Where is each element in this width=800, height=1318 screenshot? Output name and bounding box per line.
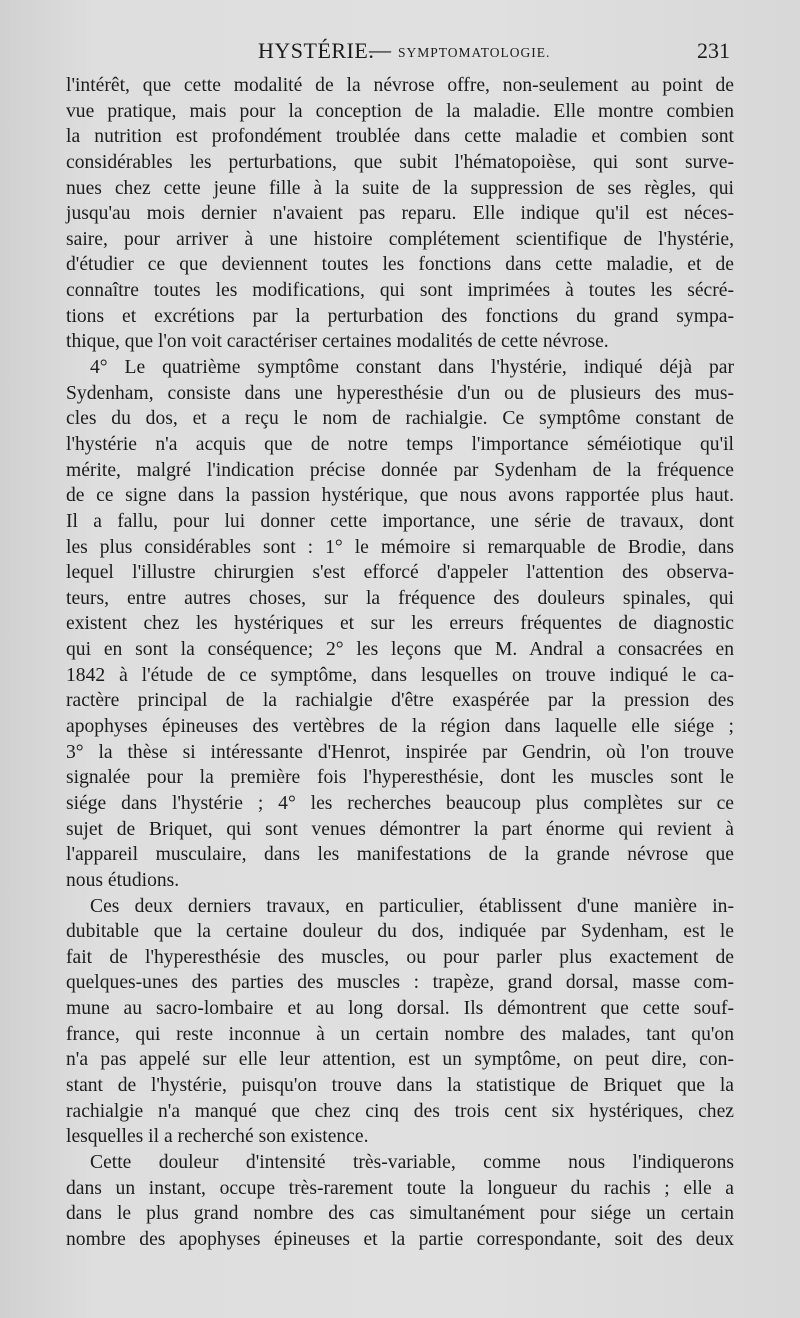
text-line: Il a fallu, pour lui donner cette importance, une série de travaux, dont — [66, 510, 734, 532]
text-line: nombre des apophyses épineuses et la partie correspondante, soit des deux — [66, 1228, 734, 1250]
text-line: vue pratique, mais pour la conception de la maladie. Elle montre combien — [66, 100, 734, 122]
body-text — [66, 73, 734, 1252]
text-line: teurs, entre autres choses, sur la fréquence des douleurs spinales, qui — [66, 587, 734, 609]
text-line: Sydenham, consiste dans une hyperesthésie d'un ou de plusieurs des mus- — [66, 382, 734, 404]
text-line: sujet de Briquet, qui sont venues démontrer la part énorme qui revient à — [66, 818, 734, 840]
text-line: 4° Le quatrième symptôme constant dans l'hystérie, indiqué déjà par — [90, 357, 734, 379]
text-line: Cette douleur d'intensité très-variable, comme nous l'indiquerons — [90, 1151, 734, 1173]
text-line: la nutrition est profondément troublée dans cette maladie et combien sont — [66, 126, 734, 148]
text-line: 3° la thèse si intéressante d'Henrot, inspirée par Gendrin, où l'on trouve — [66, 741, 734, 763]
text-line: l'intérêt, que cette modalité de la névrose offre, non-seulement au point de — [66, 75, 734, 96]
text-line: les plus considérables sont : 1° le mémoire si remarquable de Brodie, dans — [66, 536, 734, 558]
text-line: l'appareil musculaire, dans les manifestations de la grande névrose que — [66, 844, 734, 866]
text-line: fait de l'hyperesthésie des muscles, ou pour parler plus exactement de — [66, 946, 734, 968]
text-line: dans un instant, occupe très-rarement toute la longueur du rachis ; elle a — [66, 1177, 734, 1199]
running-head-title: HYSTÉRIE. — [258, 38, 375, 63]
text-line: dans le plus grand nombre des cas simultanément pour siége un certain — [66, 1203, 734, 1225]
text-line: mune au sacro-lombaire et au long dorsal. Ils démontrent que cette souf- — [66, 998, 734, 1020]
text-line: nous étudions. — [66, 869, 180, 891]
text-line: qui en sont la conséquence; 2° les leçons que M. Andral a consacrées en — [66, 639, 734, 661]
text-line: mérite, malgré l'indication précise donnée par Sydenham de la fréquence — [66, 459, 734, 481]
text-line: considérables les perturbations, que subit l'hématopoièse, qui sont surve- — [66, 151, 734, 173]
running-head-subtitle: SYMPTOMATOLOGIE. — [398, 45, 551, 60]
text-line: saire, pour arriver à une histoire complétement scientifique de l'hystérie, — [66, 228, 734, 250]
text-line: quelques-unes des parties des muscles : trapèze, grand dorsal, masse com- — [66, 972, 734, 994]
text-line: connaître toutes les modifications, qui sont imprimées à toutes les sécré- — [66, 280, 734, 302]
text-line: rachialgie n'a manqué que chez cinq des trois cent six hystériques, chez — [66, 1100, 734, 1122]
text-line: france, qui reste inconnue à un certain nombre des malades, tant qu'on — [66, 1023, 734, 1045]
text-line: tions et excrétions par la perturbation des fonctions du grand sympa- — [66, 305, 734, 327]
text-line: existent chez les hystériques et sur les erreurs fréquentes de diagnostic — [66, 613, 734, 635]
running-head — [0, 34, 800, 68]
text-line: lequel l'illustre chirurgien s'est efforcé d'appeler l'attention des observa- — [66, 562, 734, 584]
text-line: n'a pas appelé sur elle leur attention, est un symptôme, on peut dire, con- — [66, 1049, 734, 1071]
text-line: apophyses épineuses des vertèbres de la région dans laquelle elle siége ; — [66, 716, 734, 738]
text-line: stant de l'hystérie, puisqu'on trouve dans la statistique de Briquet que la — [66, 1074, 734, 1096]
text-line: thique, que l'on voit caractériser certaines modalités de cette névrose. — [66, 331, 609, 353]
text-line: lesquelles il a recherché son existence. — [66, 1126, 369, 1148]
text-line: Ces deux derniers travaux, en particulier, établissent d'une manière in- — [90, 895, 734, 917]
text-line: l'hystérie n'a acquis que de notre temps l'importance séméiotique qu'il — [66, 433, 734, 455]
text-line: ractère principal de la rachialgie d'être exaspérée par la pression des — [66, 690, 734, 712]
text-line: cles du dos, et a reçu le nom de rachialgie. Ce symptôme constant de — [66, 408, 734, 430]
text-line: 1842 à l'étude de ce symptôme, dans lesquelles on trouve indiqué le ca- — [66, 664, 734, 686]
page-number: 231 — [697, 38, 730, 63]
running-head-dash: — — [369, 37, 391, 62]
text-line: jusqu'au mois dernier n'avaient pas reparu. Elle indique qu'il est néces- — [66, 203, 734, 225]
text-line: de ce signe dans la passion hystérique, que nous avons rapportée plus haut. — [66, 485, 734, 507]
text-line: d'étudier ce que deviennent toutes les fonctions dans cette maladie, et de — [66, 254, 734, 276]
text-line: nues chez cette jeune fille à la suite de la suppression de ses règles, qui — [66, 177, 734, 199]
text-line: siége dans l'hystérie ; 4° les recherches beaucoup plus complètes sur ce — [66, 792, 734, 814]
text-line: dubitable que la certaine douleur du dos, indiquée par Sydenham, est le — [66, 921, 734, 943]
text-line: signalée pour la première fois l'hyperesthésie, dont les muscles sont le — [66, 767, 734, 789]
